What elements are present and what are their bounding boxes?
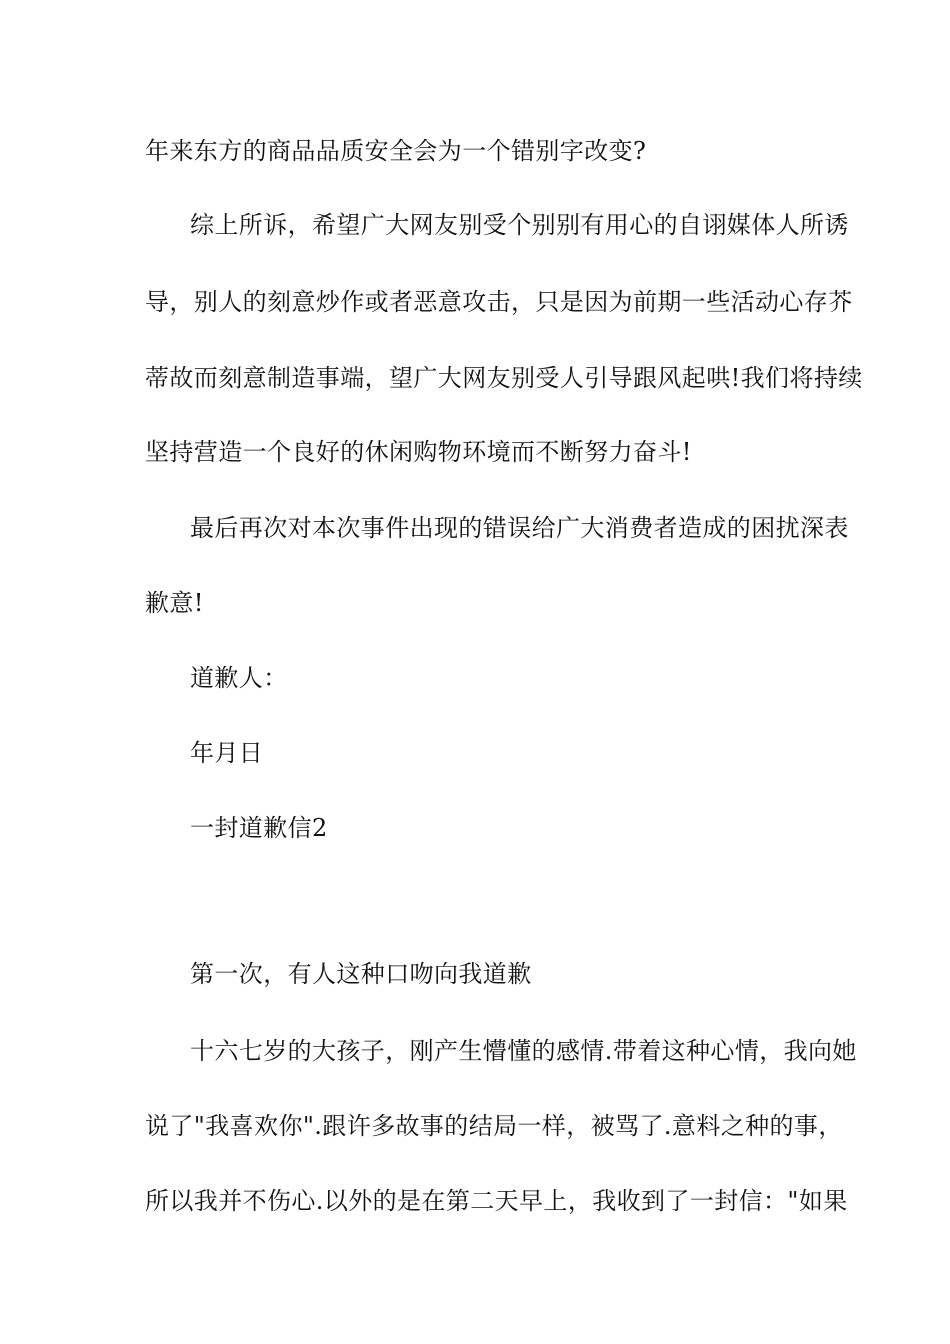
section-title: 一封道歉信2 xyxy=(190,814,328,842)
paragraph-line: 综上所诉，希望广大网友别受个别别有用心的自诩媒体人所诱 xyxy=(190,211,849,239)
signature-label: 道歉人： xyxy=(190,664,288,692)
paragraph-line: 年来东方的商品品质安全会为一个错别字改变? xyxy=(145,137,647,165)
paragraph-line: 十六七岁的大孩子，刚产生懵懂的感情.带着这种心情，我向她 xyxy=(190,1037,857,1065)
paragraph-line: 第一次，有人这种口吻向我道歉 xyxy=(190,960,532,988)
paragraph-line: 导，别人的刻意炒作或者恶意攻击，只是因为前期一些活动心存芥 xyxy=(145,288,853,316)
paragraph-line: 所以我并不伤心.以外的是在第二天早上，我收到了一封信："如果 xyxy=(145,1187,848,1215)
date-label: 年月日 xyxy=(190,739,264,767)
paragraph-line: 最后再次对本次事件出现的错误给广大消费者造成的困扰深表 xyxy=(190,514,849,542)
paragraph-line: 蒂故而刻意制造事端，望广大网友别受人引导跟风起哄!我们将持续 xyxy=(145,364,863,392)
paragraph-line: 歉意! xyxy=(145,589,204,617)
paragraph-line: 坚持营造一个良好的休闲购物环境而不断努力奋斗! xyxy=(145,438,692,466)
paragraph-line: 说了"我喜欢你".跟许多故事的结局一样，被骂了.意料之种的事， xyxy=(145,1112,843,1140)
